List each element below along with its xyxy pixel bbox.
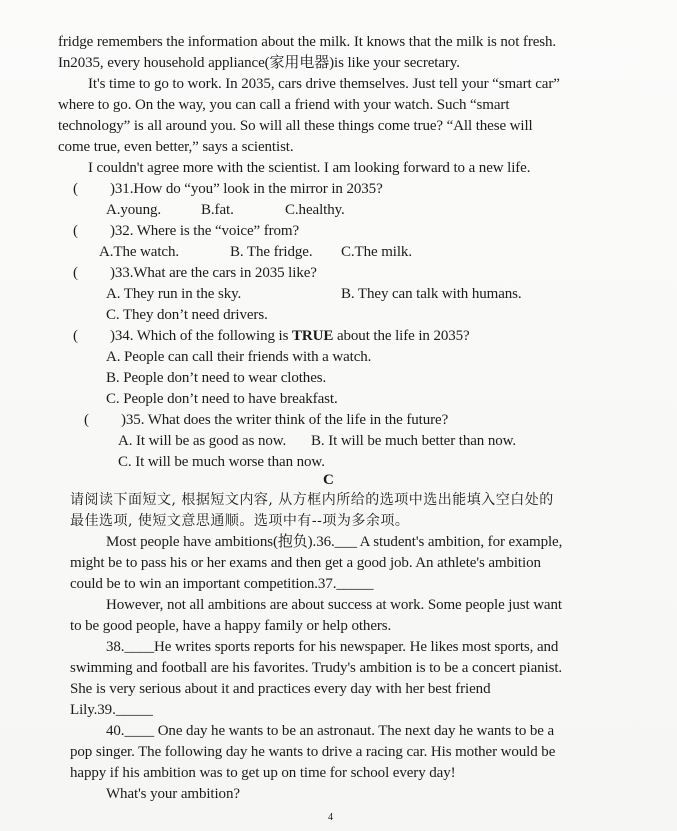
option-c: C.The milk. bbox=[341, 244, 412, 260]
passage-line: where to go. On the way, you can call a friend with your watch. Such “smart bbox=[58, 97, 510, 113]
question-32-stem: )32. Where is the “voice” from? bbox=[110, 223, 300, 239]
option-b: B. People don’t need to wear clothes. bbox=[106, 370, 327, 386]
answer-paren: ( bbox=[84, 412, 89, 428]
answer-paren: ( bbox=[73, 223, 78, 239]
question-34-stem: )34. Which of the following is TRUE about the life in 2035? bbox=[110, 328, 470, 344]
passage-line: fridge remembers the information about the milk. It knows that the milk is not fresh. bbox=[58, 34, 557, 50]
passage-line: In2035, every household appliance(家用电器)is like your secretary. bbox=[58, 55, 460, 71]
answer-paren: ( bbox=[73, 265, 78, 281]
passage-line: She is very serious about it and practices every day with her best friend bbox=[70, 681, 491, 697]
option-a: A.young. bbox=[106, 202, 162, 218]
option-c: C. It will be much worse than now. bbox=[118, 454, 325, 470]
option-c: C. They don’t need drivers. bbox=[106, 307, 268, 323]
answer-paren: ( bbox=[73, 181, 78, 197]
passage-line: It's time to go to work. In 2035, cars drive themselves. Just tell your “smart car” bbox=[88, 76, 560, 92]
passage-line: come true, even better,” says a scientist. bbox=[58, 139, 294, 155]
passage-line: swimming and football are his favorites. Trudy's ambition is to be a concert pianist. bbox=[70, 660, 563, 676]
passage-line: to be good people, have a happy family or help others. bbox=[70, 618, 392, 634]
question-31-stem: )31.How do “you” look in the mirror in 2035? bbox=[110, 181, 383, 197]
option-a: A. They run in the sky. bbox=[106, 286, 242, 302]
option-a: A. People can call their friends with a watch. bbox=[106, 349, 372, 365]
page-number: 4 bbox=[328, 812, 333, 823]
option-b: B. They can talk with humans. bbox=[341, 286, 522, 302]
passage-line: pop singer. The following day he wants to drive a racing car. His mother would be bbox=[70, 744, 556, 760]
passage-line: What's your ambition? bbox=[106, 786, 240, 802]
option-b: B. The fridge. bbox=[230, 244, 313, 260]
option-b: B.fat. bbox=[201, 202, 234, 218]
question-33-stem: )33.What are the cars in 2035 like? bbox=[110, 265, 317, 281]
passage-line: However, not all ambitions are about success at work. Some people just want bbox=[106, 597, 562, 613]
option-c: C.healthy. bbox=[285, 202, 345, 218]
answer-paren: ( bbox=[73, 328, 78, 344]
passage-line: 38.____He writes sports reports for his newspaper. He likes most sports, and bbox=[106, 639, 559, 655]
option-c: C. People don’t need to have breakfast. bbox=[106, 391, 338, 407]
option-b: B. It will be much better than now. bbox=[311, 433, 517, 449]
passage-line: Most people have ambitions(抱负).36.___ A student's ambition, for example, bbox=[106, 534, 563, 550]
question-35-stem: )35. What does the writer think of the life in the future? bbox=[121, 412, 449, 428]
passage-line: I couldn't agree more with the scientist. I am looking forward to a new life. bbox=[88, 160, 531, 176]
passage-line: technology” is all around you. So will all these things come true? “All these will bbox=[58, 118, 533, 134]
passage-line: happy if his ambition was to get up on time for school every day! bbox=[70, 765, 456, 781]
passage-line: Lily.39._____ bbox=[70, 702, 153, 718]
passage-line: could be to win an important competition.37._____ bbox=[70, 576, 374, 592]
option-a: A.The watch. bbox=[99, 244, 180, 260]
instruction-line: 最佳选项, 使短文意思通顺。选项中有--项为多余项。 bbox=[70, 513, 410, 529]
passage-line: might be to pass his or her exams and then get a good job. An athlete's ambition bbox=[70, 555, 541, 571]
passage-line: 40.____ One day he wants to be an astronaut. The next day he wants to be a bbox=[106, 723, 555, 739]
section-heading: C bbox=[323, 472, 334, 488]
instruction-line: 请阅读下面短文, 根据短文内容, 从方框内所给的选项中选出能填入空白处的 bbox=[70, 492, 554, 508]
option-a: A. It will be as good as now. bbox=[118, 433, 287, 449]
